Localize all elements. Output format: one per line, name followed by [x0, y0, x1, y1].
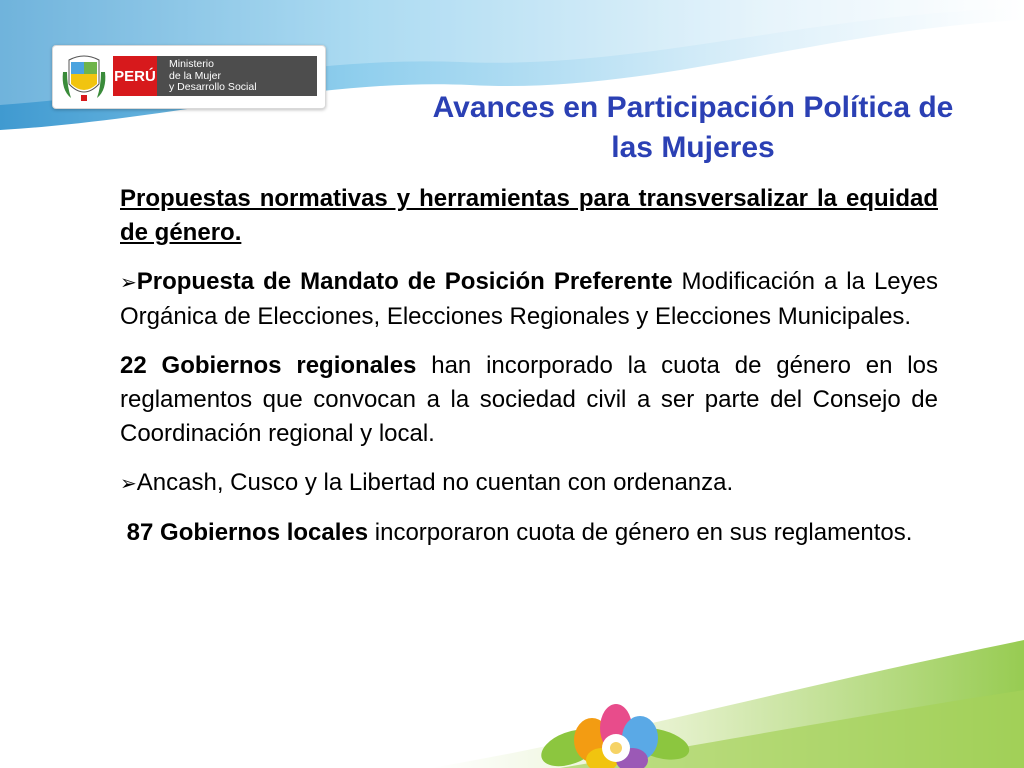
local-bold: 87 Gobiernos locales — [126, 519, 369, 546]
ministry-line-3: y Desarrollo Social — [169, 81, 257, 93]
slide-title — [380, 88, 1006, 168]
arrow-bullet-icon: ➢ — [120, 473, 137, 495]
bullet-item-2 — [120, 466, 938, 501]
ministry-line-2: de la Mujer — [169, 69, 221, 82]
coat-of-arms-icon — [59, 50, 109, 104]
section-heading — [120, 182, 938, 250]
heading-text: Propuestas normativas y herramientas para transversalizar la equidad de género. — [120, 185, 938, 246]
title-line-2: las Mujeres — [611, 131, 775, 164]
title-line-1: Avances en Participación Política de — [432, 91, 954, 124]
ministry-logo — [52, 45, 326, 109]
regional-bold: 22 Gobiernos regionales — [120, 352, 417, 379]
bullet-item-1 — [120, 265, 938, 334]
bullet-1-bold: Propuesta de Mandato de Posición Preferente — [136, 268, 673, 295]
ministry-line-1: Ministerio — [169, 58, 214, 70]
bullet-2-text: Ancash, Cusco y la Libertad no cuentan con ordenanza. — [136, 469, 734, 496]
paragraph-local — [120, 516, 938, 550]
local-text: incorporaron cuota de género en sus reglamentos. — [374, 519, 913, 546]
country-label: PERÚ — [113, 56, 157, 96]
regional-text: han incorporado la cuota de género en los reglamentos que convocan a la sociedad civil a ser parte del Consejo de Coordinación regional y local. — [120, 352, 938, 447]
bullet-1-text: Modificación a la Leyes Orgánica de Elecciones, Elecciones Regionales y Elecciones Municipales. — [120, 268, 939, 330]
flower-logo-icon — [530, 700, 700, 768]
slide-content — [120, 182, 938, 565]
paragraph-regional — [120, 349, 938, 451]
ministry-name — [157, 56, 317, 96]
arrow-bullet-icon: ➢ — [120, 272, 137, 294]
